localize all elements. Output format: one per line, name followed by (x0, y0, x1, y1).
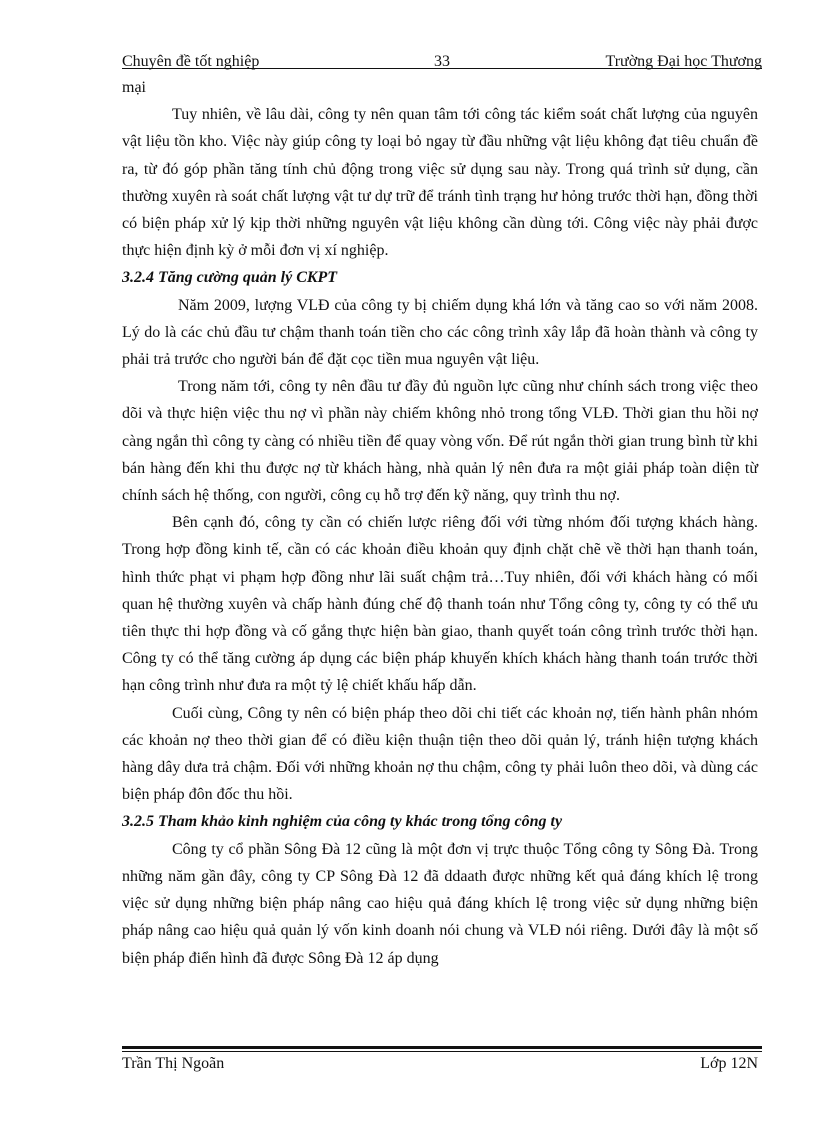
footer-class: Lớp 12N (700, 1055, 758, 1072)
paragraph: Cuối cùng, Công ty nên có biện pháp theo dõi chi tiết các khoản nợ, tiến hành phân nhóm các khoản nợ theo thời gian để có điều kiện thuận tiện theo dõi quản lý, tránh hiện tượng khách hàng dây dưa trả chậm. Đối với những khoản nợ thu chậm, công ty phải luôn theo dõi, và dùng các biện pháp đôn đốc thu hồi. (122, 704, 758, 804)
section-heading-3-2-4: 3.2.4 Tăng cường quản lý CKPT (122, 269, 338, 287)
paragraph: Trong năm tới, công ty nên đầu tư đầy đủ nguồn lực cũng như chính sách trong việc theo dõi và thực hiện việc thu nợ vì phần này chiếm không nhỏ trong tổng VLĐ. Thời gian thu hồi nợ càng ngắn thì công ty càng có nhiều tiền để quay vòng vốn. Để rút ngắn thời gian trung bình từ khi bán hàng đến khi thu được nợ từ khách hàng, nhà quản lý nên đưa ra một giải pháp toàn diện từ chính sách hệ thống, con người, công cụ hỗ trợ đến kỹ năng, quy trình thu nợ. (122, 378, 758, 505)
page-number: 33 (434, 53, 450, 70)
paragraph: Tuy nhiên, về lâu dài, công ty nên quan tâm tới công tác kiểm soát chất lượng của nguyên vật liệu tồn kho. Việc này giúp công ty loại bỏ ngay từ đầu những vật liệu không đạt tiêu chuẩn đề ra, từ đó góp phần tăng tính chủ động trong việc sử dụng sau này. Trong quá trình sử dụng, cần thường xuyên rà soát chất lượng vật tư dự trữ để tránh tình trạng hư hỏng trước thời hạn, đồng thời có biện pháp xử lý kịp thời những nguyên vật liệu không cần dùng tới. Công việc này phải được thực hiện định kỳ ở mỗi đơn vị xí nghiệp. (122, 106, 758, 260)
paragraph: Bên cạnh đó, công ty cần có chiến lược riêng đối với từng nhóm đối tượng khách hàng. Trong hợp đồng kinh tế, cần có các khoản điều khoản quy định chặt chẽ về thời hạn thanh toán, hình thức phạt vi phạm hợp đồng như lãi suất chậm trả…Tuy nhiên, đối với khách hàng có mối quan hệ thường xuyên và chấp hành đúng chế độ thanh toán như Tổng công ty, công ty có thể ưu tiên thực thi hợp đồng và cố gắng thực hiện bàn giao, thanh quyết toán công trình trước thời hạn. Công ty có thể tăng cường áp dụng các biện pháp khuyến khích khách hàng thanh toán trước thời hạn công trình như đưa ra một tỷ lệ chiết khấu hấp dẫn. (122, 514, 758, 695)
header-school: Trường Đại học Thương (605, 53, 762, 70)
header-continuation: mại (122, 79, 146, 96)
header-rule (122, 68, 762, 69)
header-title: Chuyên đề tốt nghiệp (122, 53, 260, 70)
paragraph: Năm 2009, lượng VLĐ của công ty bị chiếm dụng khá lớn và tăng cao so với năm 2008. Lý do là các chủ đầu tư chậm thanh toán tiền cho các công trình xây lắp đã hoàn thành và công ty phải trả trước cho người bán để đặt cọc tiền mua nguyên vật liệu. (122, 296, 758, 369)
page-footer (122, 1053, 758, 1075)
paragraph: Công ty cổ phần Sông Đà 12 cũng là một đơn vị trực thuộc Tổng công ty Sông Đà. Trong những năm gần đây, công ty CP Sông Đà 12 đã ddaath được những kết quả đáng khích lệ trong việc sử dụng những biện pháp nâng cao hiệu quả đáng khích lệ trong việc sử dụng những biện pháp nâng cao hiệu quả quản lý vốn kinh doanh nói chung và VLĐ nói riêng. Dưới đây là một số biện pháp điển hình đã được Sông Đà 12 áp dụng (122, 840, 758, 967)
footer-rule-thick (122, 1046, 762, 1049)
footer-author: Trần Thị Ngoãn (122, 1055, 225, 1072)
footer-rule-thin (122, 1051, 762, 1052)
page-header (122, 52, 762, 72)
section-heading-3-2-5: 3.2.5 Tham khảo kinh nghiệm của công ty khác trong tổng công ty (122, 813, 563, 831)
document-body (122, 74, 758, 972)
